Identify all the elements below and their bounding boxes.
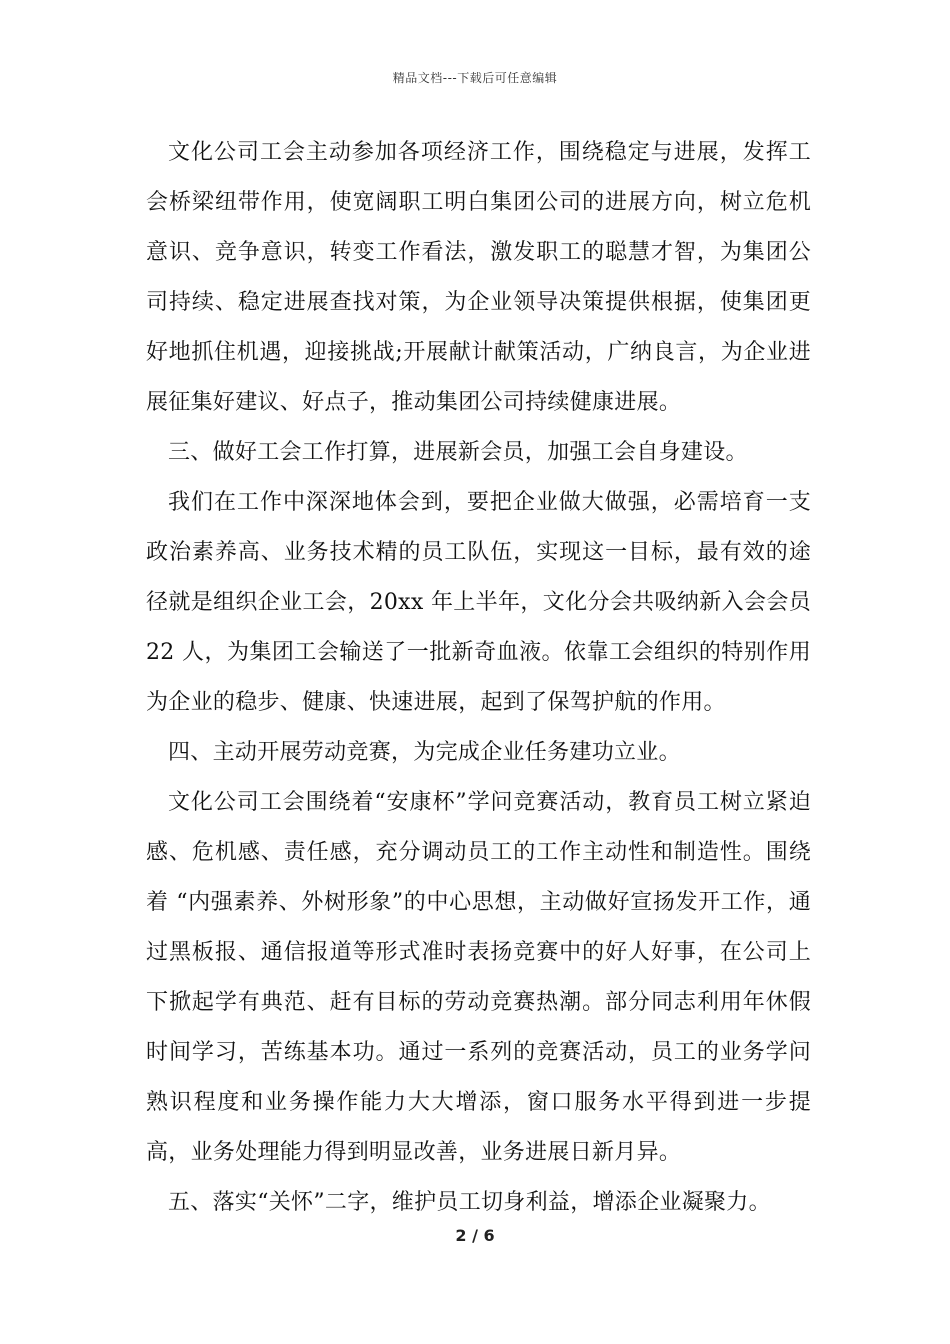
page-number: 2 / 6 xyxy=(455,1226,495,1245)
paragraph-labor-competition: 文化公司工会围绕着“安康杯”学问竞赛活动，教育员工树立紧迫感、危机感、责任感，充分调动员工的工作主动性和制造性。围绕着 “内强素养、外树形象”的中心思想，主动做好宣扬发开工作，通过黑板报、通信报道等形式准时表扬竞赛中的好人好事，在公司上下掀起学有典范、赶有目标的劳动竞赛热潮。部分同志利用年休假时间学习，苦练基本功。通过一系列的竞赛活动，员工的业务学问熟识程度和业务操作能力大大增添，窗口服务水平得到进一步提高，业务处理能力得到明显改善，业务进展日新月异。 xyxy=(146,790,811,1165)
section-heading-three: 三、做好工会工作打算，进展新会员，加强工会自身建设。 xyxy=(168,440,748,465)
section-heading-four: 四、主动开展劳动竞赛，为完成企业任务建功立业。 xyxy=(168,740,681,765)
document-body xyxy=(146,128,811,1228)
section-heading-five: 五、落实“关怀”二字，维护员工切身利益，增添企业凝聚力。 xyxy=(168,1190,771,1215)
paragraph-new-members: 我们在工作中深深地体会到，要把企业做大做强，必需培育一支政治素养高、业务技术精的员工队伍，实现这一目标，最有效的途径就是组织企业工会，20xx 年上半年，文化分会共吸纳新入会会员 22 人，为集团工会输送了一批新奇血液。依靠工会组织的特别作用为企业的稳步、健康、快速进展，起到了保驾护航的作用。 xyxy=(146,490,811,715)
paragraph-economic-work: 文化公司工会主动参加各项经济工作，围绕稳定与进展，发挥工会桥梁纽带作用，使宽阔职工明白集团公司的进展方向，树立危机意识、竞争意识，转变工作看法，激发职工的聪慧才智，为集团公司持续、稳定进展查找对策，为企业领导决策提供根据，使集团更好地抓住机遇，迎接挑战;开展献计献策活动，广纳良言，为企业进展征集好建议、好点子，推动集团公司持续健康进展。 xyxy=(146,140,811,415)
page-header: 精品文档---下载后可任意编辑 xyxy=(392,71,558,85)
